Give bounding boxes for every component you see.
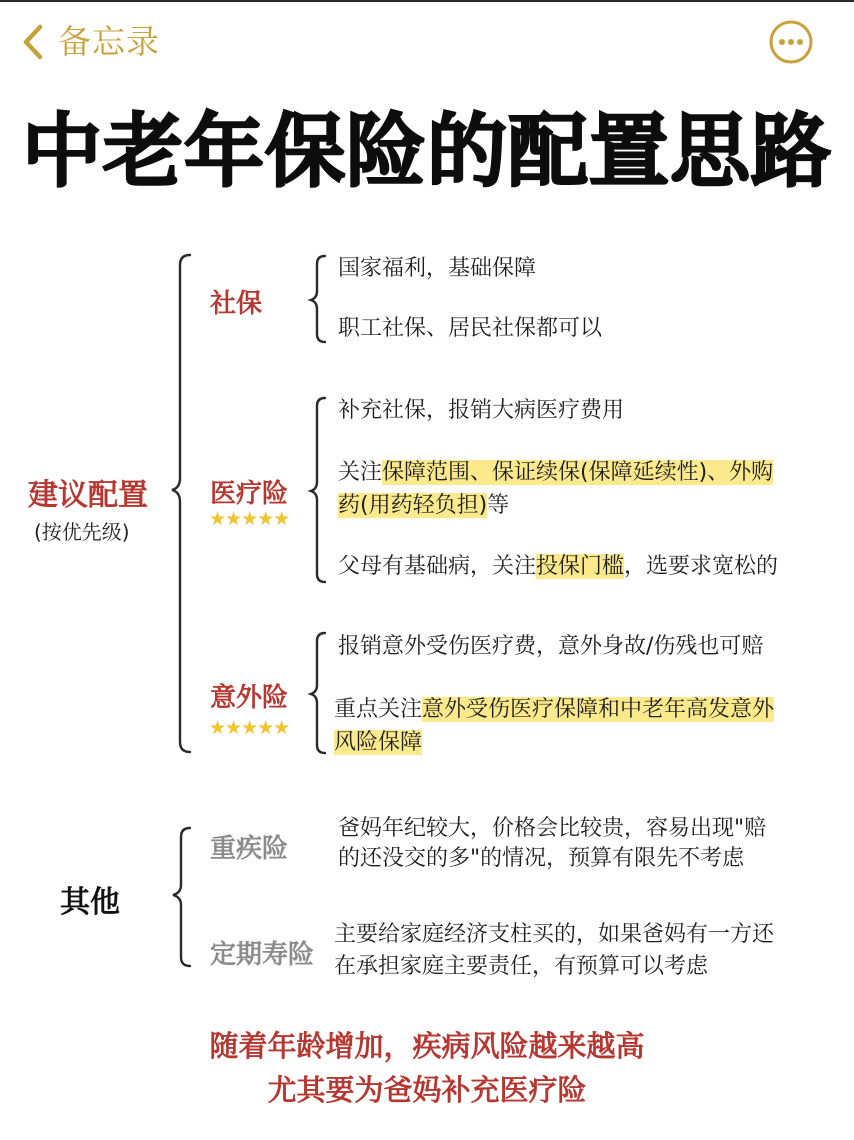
bracket-recommend (172, 255, 190, 752)
medical-line-2: 关注保障范围、保证续保(保障延续性)、外购 (338, 460, 774, 485)
critical-illness-label: 重疾险 (210, 834, 289, 864)
medical-rating-stars: ★★★★★ (209, 508, 290, 530)
summary-line-2: 尤其要为爸妈补充医疗险 (267, 1073, 587, 1107)
summary-line-1: 随着年龄增加，疾病风险越来越高 (209, 1029, 645, 1063)
medical-line-1: 补充社保，报销大病医疗费用 (338, 398, 625, 423)
highlight: 保障范围、保证续保(保障延续性)、外购 (382, 460, 774, 485)
critical-line-1: 爸妈年纪较大，价格会比较贵，容易出现"赔 (338, 816, 767, 841)
highlight: 药(用药轻负担) (338, 493, 488, 518)
medical-insurance-label: 医疗险 (210, 479, 289, 509)
social-insurance-label: 社保 (210, 289, 263, 319)
accident-line-2-cont (334, 726, 422, 760)
accident-line-1: 报销意外受伤医疗费，意外身故/伤残也可赔 (338, 634, 764, 659)
term-life-label: 定期寿险 (210, 940, 315, 970)
highlight: 投保门槛 (536, 554, 625, 579)
medical-line-3: 父母有基础病，关注投保门槛，选要求宽松的 (338, 554, 779, 579)
accident-rating-stars: ★★★★★ (209, 717, 290, 739)
bracket-accident (311, 633, 325, 753)
term-life-line-1: 主要给家庭经济支柱买的，如果爸妈有一方还 (334, 922, 775, 947)
bracket-medical (311, 398, 325, 582)
bracket-social (311, 256, 325, 342)
highlight: 风险保障 (334, 730, 423, 755)
bracket-other (173, 828, 190, 966)
recommend-sub-label: (按优先级) (34, 520, 130, 544)
accident-line-2: 重点关注意外受伤医疗保障和中老年高发意外 (334, 697, 775, 722)
other-label: 其他 (60, 885, 120, 920)
term-life-line-2: 在承担家庭主要责任，有预算可以考虑 (334, 954, 709, 979)
highlight: 意外受伤医疗保障和中老年高发意外 (422, 697, 775, 722)
social-line-2: 职工社保、居民社保都可以 (338, 316, 603, 341)
critical-line-2: 的还没交的多"的情况，预算有限先不考虑 (338, 846, 745, 871)
accident-insurance-label: 意外险 (210, 683, 289, 713)
medical-line-2-cont: 药(用药轻负担)等 (338, 493, 510, 518)
back-label: 备忘录 (58, 22, 160, 61)
social-line-1: 国家福利，基础保障 (338, 256, 537, 281)
recommend-label: 建议配置 (28, 478, 148, 513)
page-title: 中老年保险的配置思路 (22, 105, 832, 198)
